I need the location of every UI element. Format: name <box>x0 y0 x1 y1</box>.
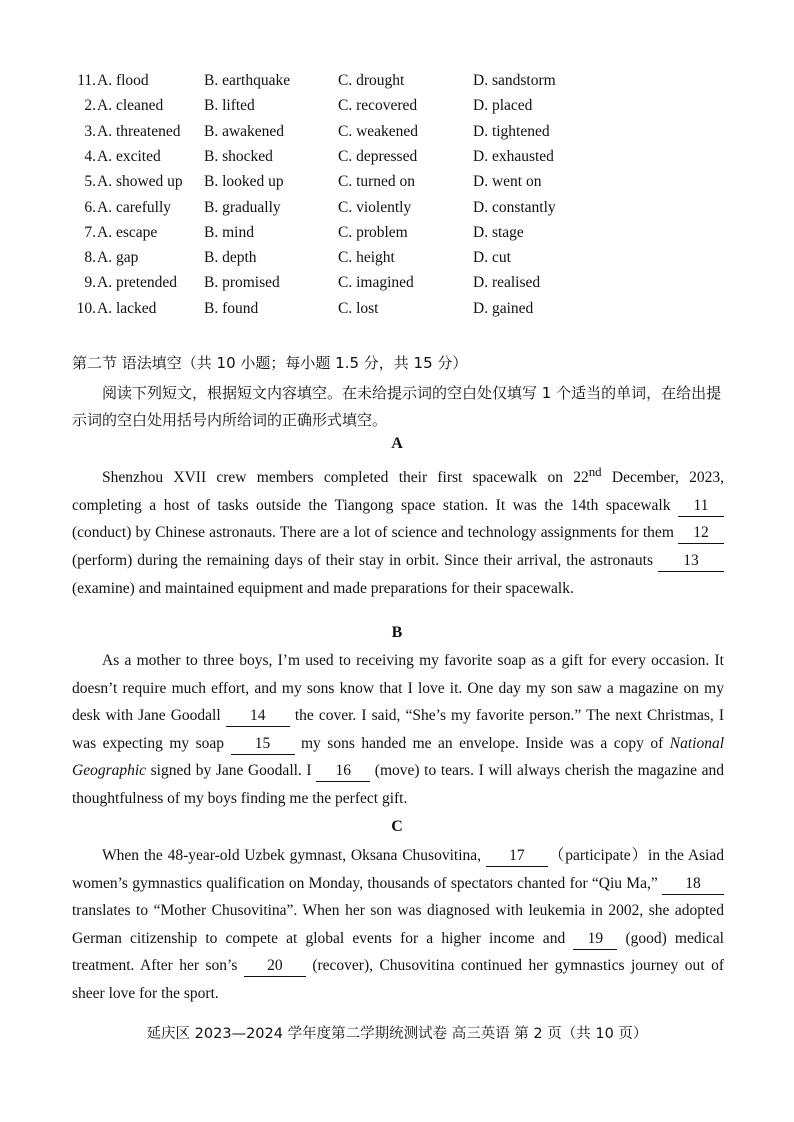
option-row <box>0 224 794 250</box>
option-b: B. shocked <box>204 147 273 165</box>
part-b-heading: B <box>391 624 403 641</box>
option-row <box>0 173 794 199</box>
option-row <box>0 97 794 123</box>
part-a-heading: A <box>391 435 403 452</box>
option-d: D. tightened <box>473 122 550 140</box>
option-d: D. cut <box>473 249 511 267</box>
blank-15: 15 <box>231 734 295 755</box>
blank-18: 18 <box>662 874 724 895</box>
option-row <box>0 300 794 326</box>
blank-16: 16 <box>316 761 370 782</box>
option-b: B. depth <box>204 249 257 267</box>
section-instruction: 阅读下列短文，根据短文内容填空。在未给提示词的空白处仅填写 1 个适当的单词，在给出提示词的空白处用括号内所给词的正确形式填空。 <box>72 384 722 429</box>
blank-20: 20 <box>244 956 306 977</box>
blank-17: 17 <box>486 846 548 867</box>
option-c: C. depressed <box>338 147 418 165</box>
option-b: B. gradually <box>204 198 281 216</box>
option-d: D. exhausted <box>473 147 554 165</box>
option-a: A. excited <box>97 147 161 165</box>
option-a: A. pretended <box>97 274 178 292</box>
option-c: C. recovered <box>338 97 418 115</box>
option-b: B. awakened <box>204 122 285 140</box>
option-d: D. placed <box>473 97 533 115</box>
option-a: A. carefully <box>97 198 172 216</box>
option-b: B. promised <box>204 274 280 292</box>
option-c: C. weakened <box>338 122 419 140</box>
option-b: B. mind <box>204 223 254 241</box>
option-a: A. gap <box>97 249 139 267</box>
option-a: A. flood <box>97 72 149 89</box>
part-b-passage: As a mother to three boys, I’m used to receiving my favorite soap as a gift for every occasion. It doesn’t require much effort, and my sons know that I love it. One day my son saw a magazine on my desk with Jane Goodall 14 the cover. I said, “She’s my favorite person.” The next Christmas, I was expecting my soap 15 my sons handed me an envelope. Inside was a copy of National Geographic signed by Jane Goodall. I 16 (move) to tears. I will always cherish the magazine and thoughtfulness of my boys finding me the perfect gift. <box>72 652 725 807</box>
part-c-passage: When the 48-year-old Uzbek gymnast, Oksana Chusovitina, 17 （participate）in the Asiad women’s gymnastics qualification on Monday, thousands of spectators chanted for “Qiu Ma,” 18 translates to “Mother Chusovitina”. When her son was diagnosed with leukemia in 2002, she adopted German citizenship to compete at global events for a higher income and 19 (good) medical treatment. After her son’s 20 (recover), Chusovitina continued her gymnastics journey out of sheer love for the sport. <box>72 847 724 1002</box>
option-number: 11. <box>77 72 96 89</box>
option-d: D. realised <box>473 274 541 292</box>
option-d: D. sandstorm <box>473 72 556 89</box>
option-c: C. problem <box>338 223 408 241</box>
option-b: B. found <box>204 299 259 317</box>
option-number: 5. <box>84 173 96 191</box>
option-b: B. looked up <box>204 173 284 191</box>
option-c: C. height <box>338 249 395 267</box>
page-footer: 延庆区 2023—2024 学年度第二学期统测试卷 高三英语 第 2 页（共 10 页） <box>146 1026 648 1042</box>
option-number: 7. <box>84 223 96 241</box>
part-a-passage: Shenzhou XVII crew members completed their first spacewalk on 22nd December, 2023, completing a host of tasks outside the Tiangong space station. It was the 14th spacewalk 11 (conduct) by Chinese astronauts. There are a lot of science and technology assignments for them 12 (perform) during the remaining days of their stay in orbit. Since their arrival, the astronauts 13 (examine) and maintained equipment and made preparations for their spacewalk. <box>72 464 724 597</box>
option-number: 9. <box>84 274 96 292</box>
option-row <box>0 199 794 225</box>
option-number: 3. <box>84 122 96 140</box>
option-row <box>0 72 794 98</box>
option-row <box>0 148 794 174</box>
option-c: C. violently <box>338 198 412 216</box>
option-number: 2. <box>84 97 96 115</box>
option-a: A. cleaned <box>97 97 164 115</box>
option-d: D. gained <box>473 299 534 317</box>
blank-13: 13 <box>658 551 724 572</box>
blank-12: 12 <box>678 523 724 544</box>
option-number: 8. <box>84 249 96 267</box>
option-a: A. showed up <box>97 173 183 191</box>
option-d: D. stage <box>473 223 524 241</box>
option-c: C. imagined <box>338 274 414 292</box>
section-title: 第二节 语法填空（共 10 小题；每小题 1.5 分，共 15 分） <box>72 354 468 372</box>
option-row <box>0 249 794 275</box>
option-c: C. turned on <box>338 173 416 191</box>
part-c-heading: C <box>391 818 403 835</box>
option-number: 6. <box>84 198 96 216</box>
option-c: C. lost <box>338 299 379 317</box>
option-b: B. earthquake <box>204 72 291 89</box>
option-c: C. drought <box>338 72 405 89</box>
blank-14: 14 <box>226 706 290 727</box>
option-number: 4. <box>84 147 96 165</box>
option-row <box>0 274 794 300</box>
option-b: B. lifted <box>204 97 255 115</box>
option-d: D. constantly <box>473 198 556 216</box>
option-d: D. went on <box>473 173 542 191</box>
option-row <box>0 123 794 149</box>
option-a: A. lacked <box>97 299 157 317</box>
option-number: 10. <box>76 299 96 317</box>
option-a: A. threatened <box>97 122 181 140</box>
blank-19: 19 <box>573 929 617 950</box>
option-a: A. escape <box>97 223 158 241</box>
blank-11: 11 <box>678 496 724 517</box>
